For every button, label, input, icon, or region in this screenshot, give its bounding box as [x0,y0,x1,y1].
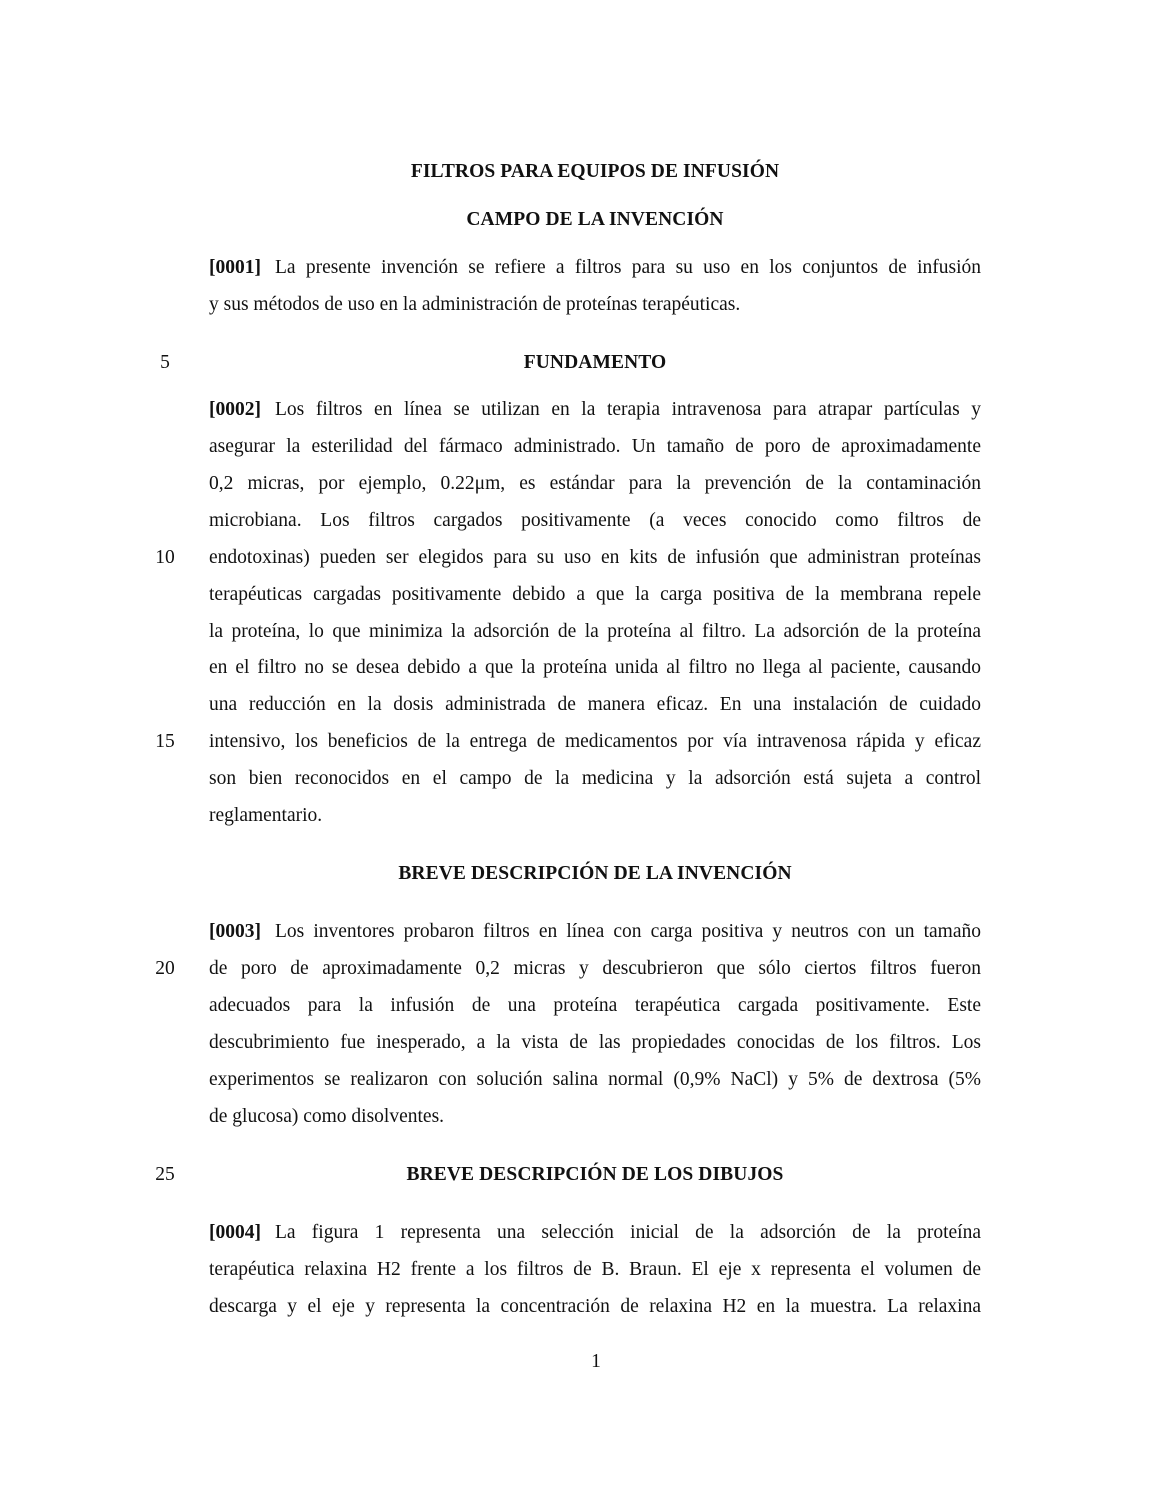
paragraph-0003-line-4: descubrimiento fue inesperado, a la vista de las propiedades conocidas de los filtros. Los [209,1032,981,1053]
section-heading-breve-dibujos: BREVE DESCRIPCIÓN DE LOS DIBUJOS [406,1164,784,1185]
section-heading-breve-invencion: BREVE DESCRIPCIÓN DE LA INVENCIÓN [398,863,792,884]
paragraph-0004-line-2: terapéutica relaxina H2 frente a los filtros de B. Braun. El eje x representa el volumen de [209,1259,981,1280]
paragraph-text: Los inventores probaron filtros en línea con carga positiva y neutros con un tamaño [275,921,981,942]
line-number: 15 [155,731,175,752]
line-number: 25 [155,1164,175,1185]
paragraph-text: La figura 1 representa una selección inicial de la adsorción de la proteína [275,1222,981,1243]
document-title: FILTROS PARA EQUIPOS DE INFUSIÓN [410,161,780,182]
paragraph-0004-line-1 [209,1222,981,1244]
section-heading-campo: CAMPO DE LA INVENCIÓN [466,209,724,230]
paragraph-0003-line-2: de poro de aproximadamente 0,2 micras y descubrieron que sólo ciertos filtros fueron [209,958,981,979]
paragraph-0003-line-1 [209,921,981,943]
paragraph-0002-line-6: terapéuticas cargadas positivamente debido a que la carga positiva de la membrana repele [209,584,981,605]
section-heading-fundamento: FUNDAMENTO [523,352,667,373]
paragraph-0003-line-5: experimentos se realizaron con solución salina normal (0,9% NaCl) y 5% de dextrosa (5% [209,1069,981,1090]
paragraph-0003-line-6: de glucosa) como disolventes. [209,1106,445,1127]
paragraph-0002-line-7: la proteína, lo que minimiza la adsorción de la proteína al filtro. La adsorción de la proteína [209,621,981,642]
paragraph-0004-line-3: descarga y el eje y representa la concentración de relaxina H2 en la muestra. La relaxina [209,1296,981,1317]
paragraph-0002-line-4: microbiana. Los filtros cargados positivamente (a veces conocido como filtros de [209,510,981,531]
paragraph-0002-line-8: en el filtro no se desea debido a que la proteína unida al filtro no llega al paciente, causando [209,657,981,678]
paragraph-0002-line-11: son bien reconocidos en el campo de la medicina y la adsorción está sujeta a control [209,768,981,789]
line-number: 5 [160,352,170,373]
line-number: 20 [155,958,175,979]
paragraph-0001-line-2: y sus métodos de uso en la administración de proteínas terapéuticas. [209,294,741,315]
paragraph-text: La presente invención se refiere a filtros para su uso en los conjuntos de infusión [275,257,981,278]
paragraph-0002-line-1 [209,399,981,421]
paragraph-0002-line-5: endotoxinas) pueden ser elegidos para su uso en kits de infusión que administran proteínas [209,547,981,568]
paragraph-0002-line-9: una reducción en la dosis administrada de manera eficaz. En una instalación de cuidado [209,694,981,715]
paragraph-0001-line-1 [209,257,981,279]
paragraph-number: [0001] [209,257,261,278]
page-number: 1 [591,1351,601,1372]
paragraph-0003-line-3: adecuados para la infusión de una proteína terapéutica cargada positivamente. Este [209,995,981,1016]
paragraph-number: [0002] [209,399,261,420]
line-number: 10 [155,547,175,568]
paragraph-number: [0004] [209,1222,261,1243]
paragraph-text: Los filtros en línea se utilizan en la terapia intravenosa para atrapar partículas y [275,399,981,420]
paragraph-0002-line-12: reglamentario. [209,805,323,826]
paragraph-0002-line-3: 0,2 micras, por ejemplo, 0.22μm, es estándar para la prevención de la contaminación [209,473,981,494]
paragraph-number: [0003] [209,921,261,942]
paragraph-0002-line-10: intensivo, los beneficios de la entrega de medicamentos por vía intravenosa rápida y eficaz [209,731,981,752]
paragraph-0002-line-2: asegurar la esterilidad del fármaco administrado. Un tamaño de poro de aproximadamente [209,436,981,457]
